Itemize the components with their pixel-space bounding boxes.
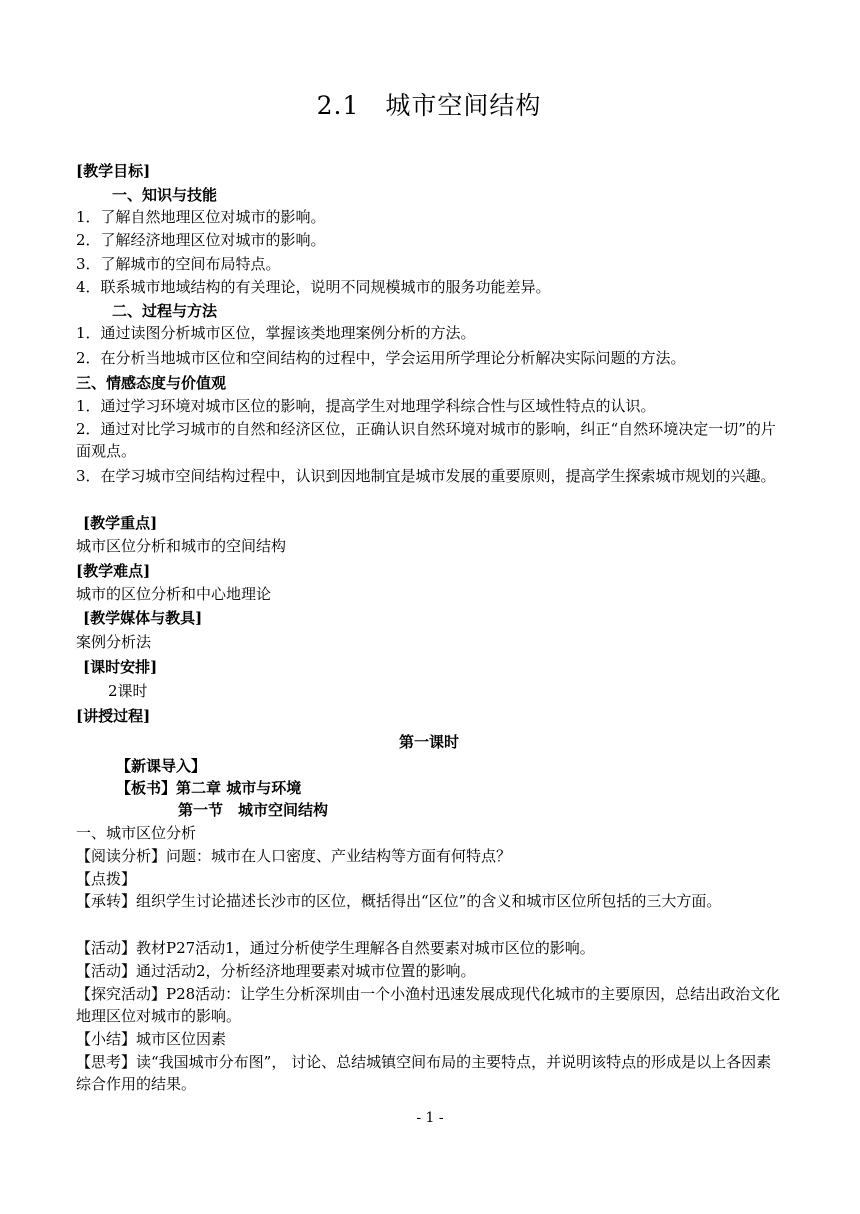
media-text: 案例分析法 [76,633,152,651]
activity-line: 【探究活动】P28活动：让学生分析深圳由一个小渔村迅速发展成现代化城市的主要原因，总结出政治文化地理区位对城市的影响。 [76,985,781,1025]
heading-media: [教学媒体与教具] [83,609,203,627]
board-label: 【板书】第二章 城市与环境 [116,779,302,797]
heading-schedule: [课时安排] [83,658,158,676]
subheading-knowledge: 一、知识与技能 [112,186,218,204]
keypoints-text: 城市区位分析和城市的空间结构 [76,537,287,555]
activity-line: 【小结】城市区位因素 [76,1030,227,1048]
doc-title: 2.1 城市空间结构 [316,91,542,120]
objective-item: 2．了解经济地理区位对城市的影响。 [76,231,326,249]
objective-item: 4．联系城市地域结构的有关理论，说明不同规模城市的服务功能差异。 [76,278,551,296]
page-number: - 1 - [416,1110,444,1126]
heading-keypoints: [教学重点] [83,514,158,532]
activity-line: 【承转】组织学生讨论描述长沙市的区位，概括得出“区位”的含义和城市区位所包括的三大方面。 [76,892,722,910]
values-item: 3．在学习城市空间结构过程中，认识到因地制宜是城市发展的重要原则，提高学生探索城市规划的兴趣。 [76,467,776,485]
objective-item: 1．了解自然地理区位对城市的影响。 [76,208,326,226]
objective-item: 3．了解城市的空间布局特点。 [76,255,281,273]
subheading-values: 三、情感态度与价值观 [76,374,227,392]
activity-line: 【活动】通过活动2，分析经济地理要素对城市位置的影响。 [76,962,476,980]
activity-line: 【阅读分析】问题：城市在人口密度、产业结构等方面有何特点？ [76,847,512,865]
activity-line: 【思考】读“我国城市分布图”， 讨论、总结城镇空间布局的主要特点，并说明该特点的形成是以上各因素综合作用的结果。 [76,1053,772,1093]
intro-label: 【新课导入】 [116,757,207,775]
values-item: 2．通过对比学习城市的自然和经济区位，正确认识自然环境对城市的影响，纠正“自然环境决定一切”的片面观点。 [76,420,776,460]
section-text: 一、城市区位分析 [76,824,197,842]
process-item: 1．通过读图分析城市区位，掌握该类地理案例分析的方法。 [76,324,476,342]
process-item: 2．在分析当地城市区位和空间结构的过程中，学会运用所学理论分析解决实际问题的方法。 [76,349,686,367]
lesson-heading: 第一课时 [398,733,459,751]
activity-line: 【活动】教材P27活动1，通过分析使学生理解各自然要素对城市区位的影响。 [76,939,595,957]
heading-difficulties: [教学难点] [76,562,151,580]
section-heading: 第一节 城市空间结构 [178,801,329,819]
values-item: 1．通过学习环境对城市区位的影响，提高学生对地理学科综合性与区域性特点的认识。 [76,397,656,415]
schedule-text: 2课时 [108,682,148,700]
heading-process-teaching: [讲授过程] [76,707,151,725]
subheading-process: 二、过程与方法 [112,302,218,320]
difficulties-text: 城市的区位分析和中心地理论 [76,585,272,603]
activity-line: 【点拨】 [76,870,137,888]
heading-objectives: [教学目标] [76,162,151,180]
